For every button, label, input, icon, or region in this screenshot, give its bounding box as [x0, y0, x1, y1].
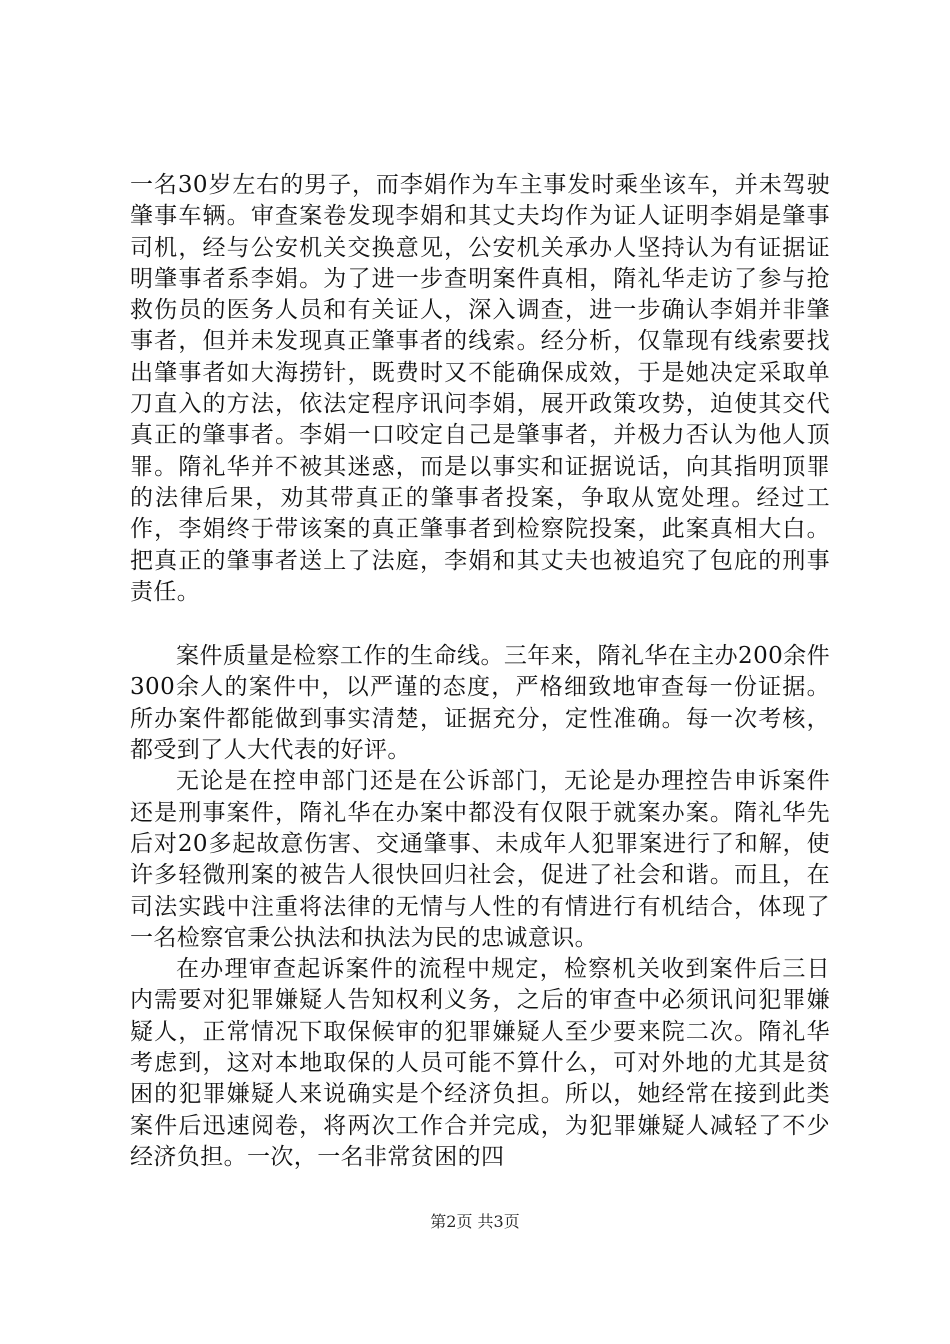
- page-footer: 第2页 共3页: [430, 1212, 520, 1231]
- paragraph: 在办理审查起诉案件的流程中规定，检察机关收到案件后三日内需要对犯罪嫌疑人告知权利义务，之后的审查中必须讯问犯罪嫌疑人，正常情况下取保候审的犯罪嫌疑人至少要来院二次。隋礼华考虑到，这对本地取保的人员可能不算什么，可对外地的尤其是贫困的犯罪嫌疑人来说确实是个经济负担。所以，她经常在接到此类案件后迅速阅卷，将两次工作合并完成，为犯罪嫌疑人减轻了不少经济负担。一次，一名非常贫困的四: [130, 956, 830, 1170]
- paragraph-gap: [130, 608, 830, 641]
- paragraph: 案件质量是检察工作的生命线。三年来，隋礼华在主办200余件300余人的案件中，以严谨的态度，严格细致地审查每一份证据。所办案件都能做到事实清楚，证据充分，定性准确。每一次考核，都受到了人大代表的好评。: [130, 643, 830, 764]
- body-text: [130, 170, 830, 1173]
- paragraph: 无论是在控申部门还是在公诉部门，无论是办理控告申诉案件还是刑事案件，隋礼华在办案中都没有仅限于就案办案。隋礼华先后对20多起故意伤害、交通肇事、未成年人犯罪案进行了和解，使许多轻微刑案的被告人很快回归社会，促进了社会和谐。而且，在司法实践中注重将法律的无情与人性的有情进行有机结合，体现了一名检察官秉公执法和执法为民的忠诚意识。: [130, 768, 830, 951]
- paragraph: 一名30岁左右的男子，而李娟作为车主事发时乘坐该车，并未驾驶肇事车辆。审查案卷发现李娟和其丈夫均作为证人证明李娟是肇事司机，经与公安机关交换意见，公安机关承办人坚持认为有证据证明肇事者系李娟。为了进一步查明案件真相，隋礼华走访了参与抢救伤员的医务人员和有关证人，深入调查，进一步确认李娟并非肇事者，但并未发现真正肇事者的线索。经分析，仅靠现有线索要找出肇事者如大海捞针，既费时又不能确保成效，于是她决定采取单刀直入的方法，依法定程序讯问李娟，展开政策攻势，迫使其交代真正的肇事者。李娟一口咬定自己是肇事者，并极力否认为他人顶罪。隋礼华并不被其迷惑，而是以事实和证据说话，向其指明顶罪的法律后果，劝其带真正的肇事者投案，争取从宽处理。经过工作，李娟终于带该案的真正肇事者到检察院投案，此案真相大白。把真正的肇事者送上了法庭，李娟和其丈夫也被追究了包庇的刑事责任。: [130, 172, 830, 605]
